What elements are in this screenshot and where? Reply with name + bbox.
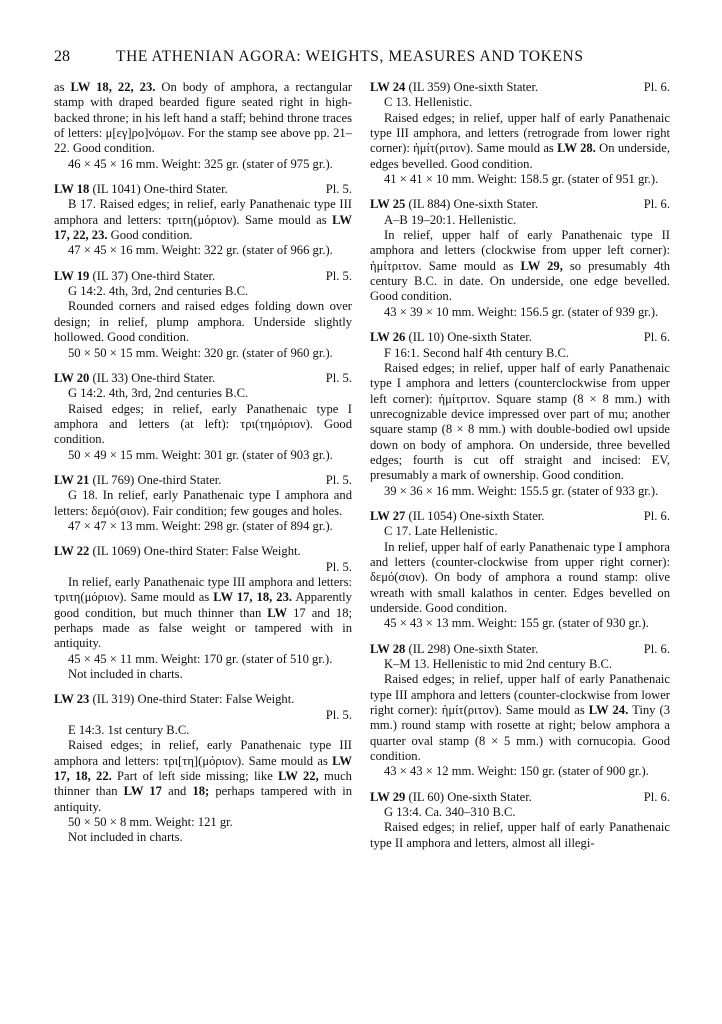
plate-reference: Pl. 6. — [643, 641, 670, 656]
entry-label: LW 22 — [54, 544, 90, 559]
entry-heading — [54, 544, 352, 559]
entry-label: LW 27 — [370, 508, 406, 523]
entry-text: Good condition. — [107, 228, 193, 243]
entry-title: (IL 1054) One-sixth Stater. — [405, 508, 545, 523]
entry-heading — [54, 473, 352, 488]
entry-context: C 17. Late Hellenistic. — [384, 524, 498, 539]
entry-reference: LW 17, 18, 23. — [213, 590, 293, 605]
entry-context: G 14:2. 4th, 3rd, 2nd centuries B.C. — [68, 284, 249, 299]
entry-lw22 — [54, 544, 352, 682]
entry-description — [54, 80, 352, 157]
entry-note: Not included in charts. — [68, 667, 183, 682]
entry-reference: LW 18, 22, 23. — [70, 80, 156, 94]
entry-title: (IL 10) One-sixth Stater. — [405, 330, 532, 345]
entry-text: In relief, early Panathenaic type III amphora and letters: τριτη(μόριον). Same mould as — [54, 574, 352, 605]
entry-description: Raised edges; in relief, upper half of early Panathenaic type I amphora and letters (counterclockwise from upper left corner): ἡμίτριτον. Square stamp (8 × 8 mm.) with unrecognizable device impressed over part of mu; another square stamp (8 × 8 mm.) with double-bodied owl upside down on body of amphora. On underside, three bevelled edges; fourth is cut off straight and incised: EV, presumably a mark of ownership. Good condition. — [370, 360, 670, 483]
entry-note: Not included in charts. — [68, 830, 183, 845]
entry-lw24 — [370, 80, 670, 187]
entry-reference: LW 17 — [123, 784, 162, 799]
entry-measurement: 47 × 47 × 13 mm. Weight: 298 gr. (stater of 894 gr.). — [68, 518, 333, 533]
entry-text: perhaps tampered with in antiquity. — [54, 784, 353, 814]
plate-reference: Pl. 5. — [325, 370, 352, 385]
entry-lw27 — [370, 509, 670, 632]
entry-reference: LW — [267, 605, 288, 620]
entry-text: On underside, edges bevelled. Good condition. — [370, 141, 670, 171]
entry-reference: LW 29, — [520, 258, 563, 273]
entry-text: Raised edges; in relief, upper half of early Panathenaic type III amphora, and letters (retrograde from lower right corner): ἡμίτ(ριτον). Same mould as — [370, 110, 670, 156]
entry-measurement: 43 × 43 × 12 mm. Weight: 150 gr. (stater of 900 gr.). — [384, 764, 649, 779]
entry-label: LW 20 — [54, 370, 90, 385]
entry-lw18 — [54, 182, 352, 259]
entry-description — [54, 738, 352, 815]
entry-text: B 17. Raised edges; in relief, early Panathenaic type III amphora and letters: τριτη(μόριον). Same mould as — [54, 197, 352, 227]
entry-lw19 — [54, 269, 352, 361]
entry-measurement: 46 × 45 × 16 mm. Weight: 325 gr. (stater of 975 gr.). — [68, 156, 333, 171]
entry-text: and — [161, 784, 193, 799]
page-number: 28 — [54, 48, 70, 65]
entry-text: In relief, upper half of early Panathenaic type II amphora and letters (clockwise from upper left corner): ἡμίτριτον. Same mould as — [370, 228, 670, 273]
entry-measurement: 43 × 39 × 10 mm. Weight: 156.5 gr. (stater of 939 gr.). — [384, 304, 659, 319]
entry-lw29 — [370, 790, 670, 851]
entry-text: Apparently good condition, but much thinner than — [54, 590, 352, 620]
entry-measurement: 50 × 50 × 8 mm. Weight: 121 gr. — [68, 815, 233, 830]
entry-reference: 18; — [192, 784, 210, 799]
entry-measurement: 45 × 45 × 11 mm. Weight: 170 gr. (stater of 510 gr.). — [68, 651, 333, 666]
entry-description: In relief, upper half of early Panathenaic type I amphora and letters (counter-clockwise from upper right corner): δεμό(σιον). On body of amphora a round stamp: olive wreath with small kalathos in center. Edges bevelled on underside. Good condition. — [370, 539, 670, 615]
right-column — [370, 80, 670, 861]
entry-heading — [54, 692, 352, 707]
entry-label: LW 29 — [370, 789, 406, 804]
entry-label: LW 26 — [370, 330, 406, 345]
plate-reference: Pl. 6. — [643, 80, 670, 94]
plate-reference: Pl. 5. — [325, 707, 352, 722]
entry-text: Part of left side missing; like — [111, 769, 279, 784]
plate-reference: Pl. 6. — [643, 330, 670, 345]
entry-title: (IL 1069) One-third Stater: False Weight. — [89, 544, 301, 559]
entry-text: much thinner than — [54, 769, 352, 799]
left-column — [54, 80, 352, 856]
entry-label: LW 19 — [54, 268, 90, 283]
entry-lw25 — [370, 197, 670, 320]
entry-title: (IL 37) One-third Stater. — [89, 268, 216, 283]
entry-measurement: 39 × 36 × 16 mm. Weight: 155.5 gr. (stater of 933 gr.). — [384, 483, 659, 498]
entry-label: LW 21 — [54, 472, 90, 487]
entry-heading — [370, 197, 670, 212]
entry-label: LW 28 — [370, 641, 406, 656]
entry-description — [54, 575, 352, 652]
entry-description: Rounded corners and raised edges folding down over design; in relief, plump amphora. Underside slightly hollowed. Good condition. — [54, 299, 352, 345]
page-header — [54, 48, 670, 70]
entry-description: Raised edges; in relief, early Panathenaic type I amphora and letters (at left): τρι(τημόριον). Good condition. — [54, 401, 352, 447]
entry-lw26 — [370, 330, 670, 499]
entry-context: K–M 13. Hellenistic to mid 2nd century B.C. — [384, 657, 613, 672]
entry-title: (IL 769) One-third Stater. — [89, 472, 222, 487]
entry-context: G 14:2. 4th, 3rd, 2nd centuries B.C. — [68, 386, 249, 401]
entry-context: G 13:4. Ca. 340–310 B.C. — [384, 805, 516, 820]
entry-lw21 — [54, 473, 352, 534]
entry-heading — [370, 80, 670, 95]
entry-heading — [370, 642, 670, 657]
entry-measurement: 50 × 49 × 15 mm. Weight: 301 gr. (stater of 903 gr.). — [68, 447, 333, 462]
entry-measurement: 47 × 45 × 16 mm. Weight: 322 gr. (stater of 966 gr.). — [68, 243, 333, 258]
entry-measurement: 41 × 41 × 10 mm. Weight: 158.5 gr. (stater of 951 gr.). — [384, 172, 659, 187]
entry-reference: LW 17, 18, 22. — [54, 753, 352, 784]
plate-reference: Pl. 5. — [325, 472, 352, 487]
plate-reference: Pl. 6. — [643, 789, 670, 804]
entry-label: LW 25 — [370, 197, 406, 212]
entry-heading — [370, 330, 670, 345]
entry-reference: LW 24. — [588, 703, 629, 718]
entry-heading — [54, 182, 352, 197]
running-title: THE ATHENIAN AGORA: WEIGHTS, MEASURES AND TOKENS — [116, 48, 584, 65]
entry-heading — [370, 509, 670, 524]
entry-title: (IL 33) One-third Stater. — [89, 370, 216, 385]
entry-text: as — [54, 80, 71, 94]
entry-description: G 18. In relief, early Panathenaic type I amphora and letters: δεμό(σιον). Fair condition; few gouges and holes. — [54, 488, 352, 518]
entry-title: (IL 319) One-third Stater: False Weight. — [89, 692, 295, 707]
entry-text: Raised edges; in relief, early Panathenaic type III amphora and letters: τρι[τη](μόριον). Same mould as — [54, 738, 352, 768]
entry-measurement: 50 × 50 × 15 mm. Weight: 320 gr. (stater of 960 gr.). — [68, 345, 333, 360]
entry-text: so presumably 4th century B.C. in date. On underside, one edge bevelled. Good condition. — [370, 258, 670, 304]
entry-text: Raised edges; in relief, upper half of early Panathenaic type III amphora and letters (counter-clockwise from lower right corner): ἡμίτ(ριτον). Same mould as — [370, 672, 670, 718]
entry-title: (IL 359) One-sixth Stater. — [405, 80, 539, 94]
entry-text: On body of amphora, a rectangular stamp with draped bearded figure seated right in high-backed throne; in his left hand a staff; behind throne traces of letters: μ[εγ]ρο]νόμων. For the stamp see above pp. 21–22. Good condition. — [54, 80, 352, 156]
entry-lw23 — [54, 692, 352, 845]
plate-reference: Pl. 5. — [325, 182, 352, 197]
entry-label: LW 18 — [54, 182, 90, 197]
entry-heading — [54, 371, 352, 386]
entry-lw28 — [370, 642, 670, 780]
plate-reference: Pl. 6. — [643, 197, 670, 212]
plate-reference: Pl. 6. — [643, 508, 670, 523]
entry-description — [54, 197, 352, 243]
entry-text: 17 and 18; perhaps made as false weight or tampered with in antiquity. — [54, 605, 352, 651]
entry-context: C 13. Hellenistic. — [384, 95, 473, 110]
entry-heading — [370, 790, 670, 805]
entry-description — [370, 672, 670, 764]
entry-title: (IL 60) One-sixth Stater. — [405, 789, 532, 804]
entry-description: Raised edges; in relief, upper half of early Panathenaic type II amphora and letters, almost all illegi- — [370, 820, 670, 850]
entry-continuation — [54, 80, 352, 172]
entry-heading — [54, 269, 352, 284]
entry-lw20 — [54, 371, 352, 463]
entry-context: A–B 19–20:1. Hellenistic. — [384, 212, 517, 227]
entry-context: F 16:1. Second half 4th century B.C. — [384, 345, 570, 360]
plate-reference: Pl. 5. — [325, 559, 352, 574]
entry-title: (IL 884) One-sixth Stater. — [405, 197, 539, 212]
entry-context: E 14:3. 1st century B.C. — [68, 723, 190, 738]
entry-title: (IL 298) One-sixth Stater. — [405, 641, 539, 656]
entry-reference: LW 17, 22, 23. — [54, 212, 352, 243]
plate-reference: Pl. 5. — [325, 268, 352, 283]
entry-label: LW 23 — [54, 692, 90, 707]
entry-text: Tiny (3 mm.) round stamp with rosette at right; below amphora a quarter oval stamp (8 × 5 mm.) with cornucopia. Good condition. — [370, 703, 670, 764]
entry-title: (IL 1041) One-third Stater. — [89, 182, 228, 197]
entry-label: LW 24 — [370, 80, 406, 94]
entry-description — [370, 228, 670, 305]
entry-reference: LW 28. — [557, 141, 596, 156]
entry-reference: LW 22, — [278, 769, 319, 784]
entry-description — [370, 111, 670, 172]
entry-measurement: 45 × 43 × 13 mm. Weight: 155 gr. (stater of 930 gr.). — [384, 616, 649, 631]
